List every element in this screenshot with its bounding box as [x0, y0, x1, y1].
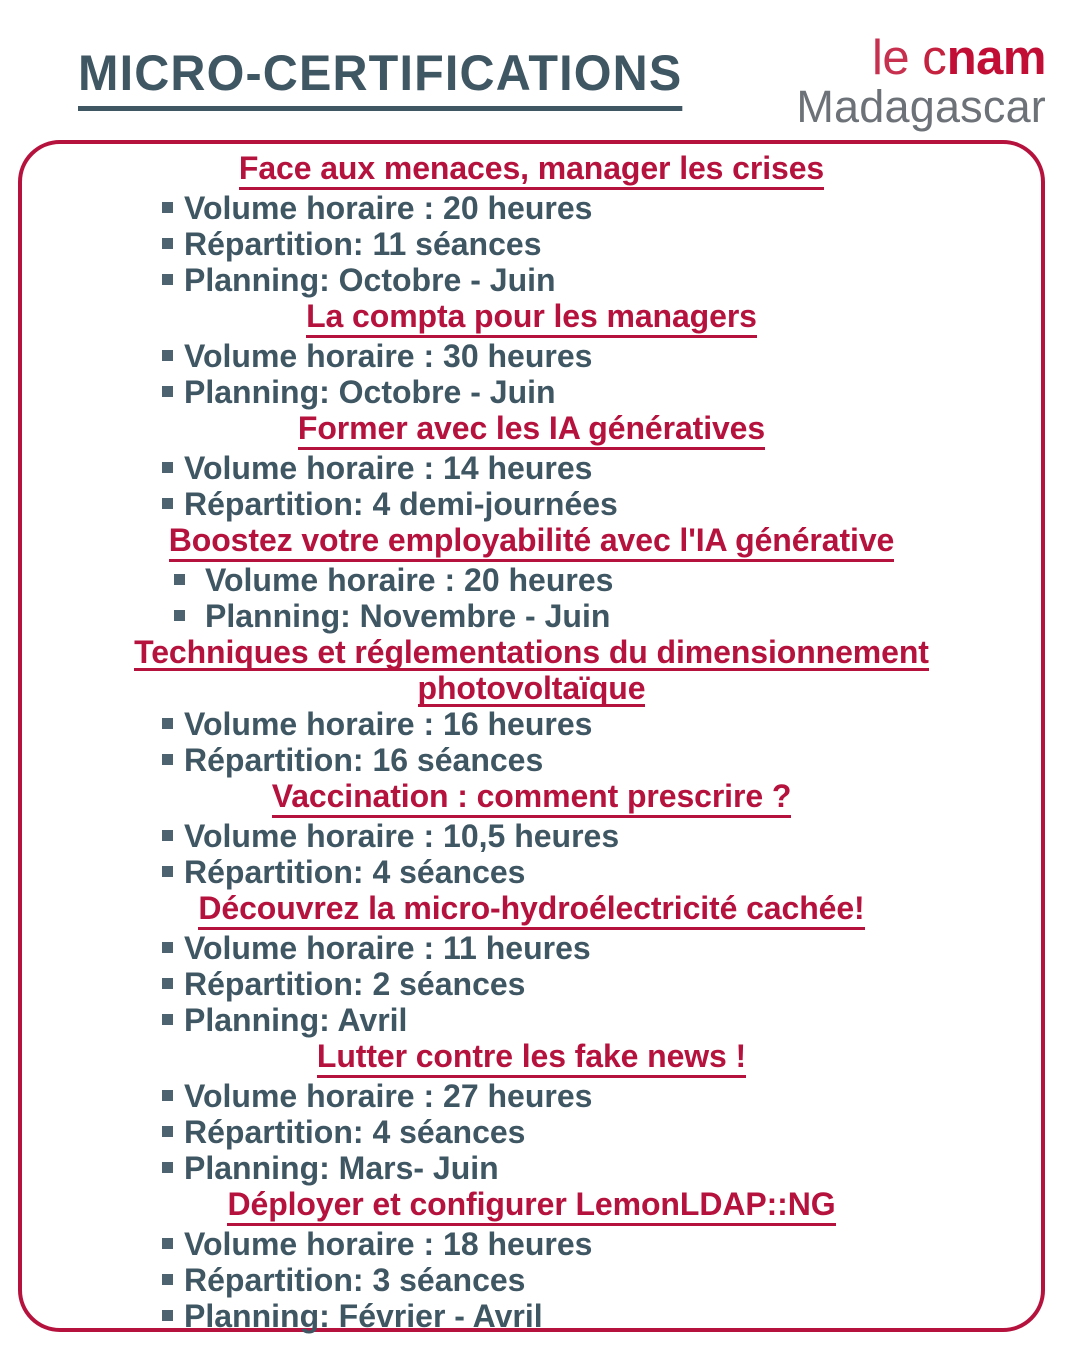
list-item-label: Répartition: 4 séances [184, 854, 526, 890]
list-item [32, 562, 1031, 598]
course-title [32, 634, 1031, 706]
course-block [32, 410, 1031, 522]
list-item [32, 338, 1031, 374]
square-bullet-icon [162, 1310, 173, 1321]
list-item [32, 450, 1031, 486]
square-bullet-icon [174, 610, 185, 621]
list-item-label: Volume horaire : 30 heures [184, 338, 593, 374]
course-title-text: Former avec les IA génératives [298, 410, 765, 450]
square-bullet-icon [162, 978, 173, 989]
course-title-text: Déployer et configurer LemonLDAP::NG [227, 1186, 835, 1226]
square-bullet-icon [162, 462, 173, 473]
list-item-label: Planning: Octobre - Juin [184, 262, 556, 298]
course-title [32, 150, 1031, 190]
list-item [32, 1262, 1031, 1298]
list-item-label: Répartition: 2 séances [184, 966, 526, 1002]
list-item [32, 1226, 1031, 1262]
list-item [32, 486, 1031, 522]
list-item [32, 1078, 1031, 1114]
course-details-list [32, 562, 1031, 634]
square-bullet-icon [162, 830, 173, 841]
list-item [32, 1150, 1031, 1186]
list-item-label: Volume horaire : 16 heures [184, 706, 593, 742]
square-bullet-icon [162, 754, 173, 765]
square-bullet-icon [162, 718, 173, 729]
course-details-list [32, 930, 1031, 1038]
list-item-label: Volume horaire : 14 heures [184, 450, 593, 486]
course-title-text: Face aux menaces, manager les crises [239, 150, 824, 190]
logo-wordmark [796, 31, 1046, 85]
square-bullet-icon [162, 866, 173, 877]
list-item [32, 742, 1031, 778]
course-title [32, 410, 1031, 450]
list-item-label: Planning: Avril [184, 1002, 408, 1038]
square-bullet-icon [162, 1162, 173, 1173]
square-bullet-icon [162, 1238, 173, 1249]
courses-list [18, 150, 1045, 1334]
list-item [32, 226, 1031, 262]
course-block [32, 522, 1031, 634]
list-item-label: Volume horaire : 10,5 heures [184, 818, 620, 854]
list-item-label: Planning: Mars- Juin [184, 1150, 499, 1186]
course-title [32, 890, 1031, 930]
course-details-list [32, 1226, 1031, 1334]
course-details-list [32, 818, 1031, 890]
list-item-label: Répartition: 3 séances [184, 1262, 526, 1298]
square-bullet-icon [162, 1014, 173, 1025]
course-title [32, 298, 1031, 338]
cnam-logo [796, 31, 1046, 133]
list-item [32, 374, 1031, 410]
list-item-label: Volume horaire : 20 heures [184, 190, 593, 226]
course-title-text: Vaccination : comment prescrire ? [272, 778, 792, 818]
square-bullet-icon [162, 386, 173, 397]
course-details-list [32, 338, 1031, 410]
logo-c-text: c [922, 31, 947, 85]
page-header [0, 0, 1080, 140]
logo-subtitle: Madagascar [796, 81, 1046, 133]
list-item-label: Répartition: 16 séances [184, 742, 544, 778]
square-bullet-icon [162, 1274, 173, 1285]
list-item-label: Répartition: 4 séances [184, 1114, 526, 1150]
course-block [32, 150, 1031, 298]
list-item-label: Planning: Octobre - Juin [184, 374, 556, 410]
course-title-text: Techniques et réglementations du dimensionnement photovoltaïque [134, 634, 929, 706]
course-title-text: Boostez votre employabilité avec l'IA générative [169, 522, 894, 562]
course-details-list [32, 1078, 1031, 1186]
list-item-label: Volume horaire : 27 heures [184, 1078, 593, 1114]
course-block [32, 298, 1031, 410]
list-item [32, 818, 1031, 854]
square-bullet-icon [162, 350, 173, 361]
course-block [32, 1038, 1031, 1186]
course-block [32, 1186, 1031, 1334]
course-details-list [32, 450, 1031, 522]
square-bullet-icon [174, 574, 185, 585]
list-item [32, 1298, 1031, 1334]
list-item [32, 598, 1031, 634]
list-item-label: Volume horaire : 11 heures [184, 930, 591, 966]
course-title [32, 1038, 1031, 1078]
course-details-list [32, 706, 1031, 778]
square-bullet-icon [162, 1126, 173, 1137]
course-title [32, 1186, 1031, 1226]
logo-le-text: le [871, 31, 923, 85]
square-bullet-icon [162, 942, 173, 953]
list-item [32, 190, 1031, 226]
square-bullet-icon [162, 498, 173, 509]
list-item-label: Volume horaire : 20 heures [205, 562, 614, 598]
list-item [32, 854, 1031, 890]
list-item [32, 1114, 1031, 1150]
course-block [32, 890, 1031, 1038]
list-item [32, 930, 1031, 966]
list-item-label: Volume horaire : 18 heures [184, 1226, 593, 1262]
square-bullet-icon [162, 1090, 173, 1101]
course-title-text: Découvrez la micro-hydroélectricité cachée! [198, 890, 864, 930]
square-bullet-icon [162, 202, 173, 213]
list-item-label: Planning: Février - Avril [184, 1298, 543, 1334]
course-block [32, 778, 1031, 890]
course-details-list [32, 190, 1031, 298]
course-block [32, 634, 1031, 778]
course-title-text: Lutter contre les fake news ! [317, 1038, 746, 1078]
square-bullet-icon [162, 238, 173, 249]
list-item [32, 706, 1031, 742]
list-item [32, 966, 1031, 1002]
list-item-label: Répartition: 4 demi-journées [184, 486, 618, 522]
course-title-text: La compta pour les managers [306, 298, 757, 338]
course-title [32, 778, 1031, 818]
page-title: MICRO-CERTIFICATIONS [78, 48, 682, 111]
list-item [32, 1002, 1031, 1038]
logo-nam-text: nam [946, 31, 1046, 85]
list-item-label: Planning: Novembre - Juin [205, 598, 611, 634]
square-bullet-icon [162, 274, 173, 285]
course-title [32, 522, 1031, 562]
list-item [32, 262, 1031, 298]
list-item-label: Répartition: 11 séances [184, 226, 542, 262]
